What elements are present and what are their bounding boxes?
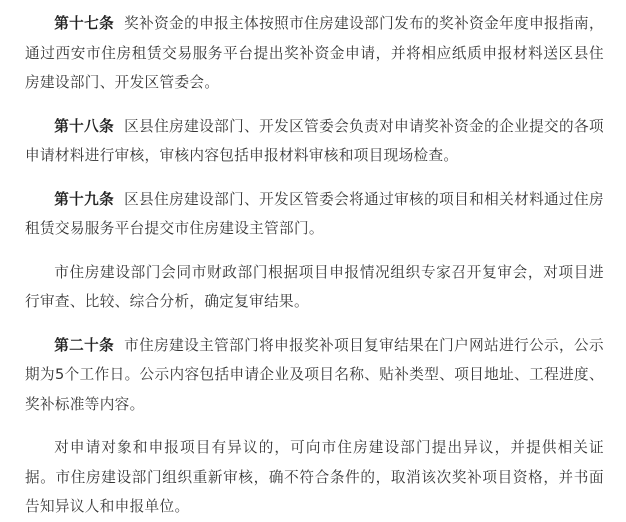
article-number: 第二十条 <box>54 336 115 354</box>
paragraph-article-20 <box>25 331 604 420</box>
article-text: 奖补资金的申报主体按照市住房建设部门发布的奖补资金年度申报指南，通过西安市住房租赁交易服务平台提出奖补资金申请，并将相应纸质申报材料送区县住房建设部门、开发区管委会。 <box>25 15 604 91</box>
paragraph-article-18 <box>25 112 604 171</box>
paragraph-objection <box>25 433 604 522</box>
article-number: 第十九条 <box>54 190 115 208</box>
paragraph-text: 对申请对象和申报项目有异议的，可向市住房建设部门提出异议，并提供相关证据。市住房建设部门组织重新审核，确不符合条件的，取消该次奖补项目资格，并书面告知异议人和申报单位。 <box>25 439 604 515</box>
paragraph-text: 市住房建设部门会同市财政部门根据项目申报情况组织专家召开复审会，对项目进行审查、比较、综合分析，确定复审结果。 <box>25 263 604 310</box>
paragraph-article-17 <box>25 9 604 98</box>
paragraph-review-meeting <box>25 258 604 317</box>
paragraph-article-19 <box>25 185 604 244</box>
article-number: 第十八条 <box>54 117 115 135</box>
article-text: 区县住房建设部门、开发区管委会将通过审核的项目和相关材料通过住房租赁交易服务平台提交市住房建设主管部门。 <box>25 190 604 237</box>
article-text: 市住房建设主管部门将申报奖补项目复审结果在门户网站进行公示，公示期为5个工作日。公示内容包括申请企业及项目名称、贴补类型、项目地址、工程进度、奖补标准等内容。 <box>25 336 604 413</box>
article-text: 区县住房建设部门、开发区管委会负责对申请奖补资金的企业提交的各项申请材料进行审核，审核内容包括申报材料审核和项目现场检查。 <box>25 117 604 164</box>
article-number: 第十七条 <box>54 15 115 32</box>
